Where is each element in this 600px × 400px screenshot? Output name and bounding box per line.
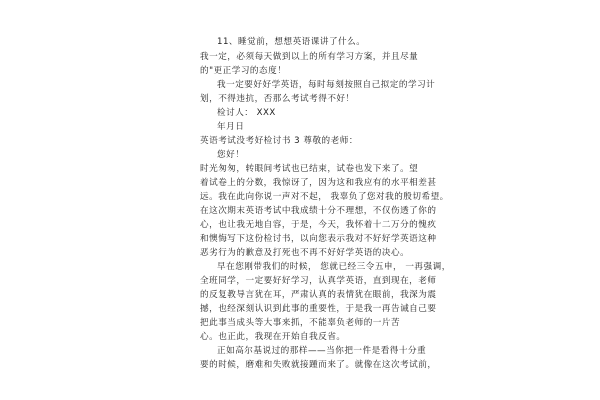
text-line: 要的时候，磨难和失败就接踵而来了。就像在这次考试前， — [200, 360, 437, 370]
text-line: 撼，也经深刻认识到此事的重要性，于是我一再告诫自己要 — [200, 304, 437, 314]
text-line: 划，不得违抗，否那么考试考得不好！ — [200, 94, 355, 104]
signature-line: 检讨人： XXX — [217, 108, 276, 118]
date-line: 年月日 — [217, 122, 245, 132]
text-line: 正如高尔基说过的那样——当你把一件是看得十分重 — [217, 346, 427, 356]
text-line: 11、睡觉前，想想英语课讲了什么。 — [217, 37, 366, 47]
text-line: 心。也正此，我现在开始自我反省。 — [200, 332, 346, 342]
text-line: 全班同学，一定要好好学习，认真学英语，直到现在，老师 — [200, 276, 437, 286]
text-line: 时光匆匆，转眼间考试也已结束，试卷也发下来了。望 — [200, 164, 419, 174]
text-line: 和懊悔写下这份检讨书，以向您表示我对不好好学英语这种 — [200, 234, 437, 244]
text-line: 心，也让我无地自容，于是，今天，我怀着十二万分的愧疚 — [200, 220, 437, 230]
section-heading: 英语考试没考好检讨书 3 尊敬的老师： — [200, 136, 358, 146]
text-line: 着试卷上的分数，我惊讶了，因为这和我应有的水平相差甚 — [200, 178, 437, 188]
text-line: 的反复教导言犹在耳，严肃认真的表情犹在眼前，我深为震 — [200, 290, 437, 300]
text-line: 我一定，必须每天做到以上的所有学习方案，并且尽量 — [200, 52, 419, 62]
text-line: 早在您刚带我们的时候， 您就已经三令五申， 一再强调， — [217, 262, 451, 272]
text-line: 恶劣行为的歉意及打死也不再不好好学英语的决心。 — [200, 248, 410, 258]
greeting-line: 您好！ — [217, 150, 245, 160]
text-line: 的"更正学习的态度！ — [200, 66, 287, 76]
text-line: 在这次期末英语考试中我成绩十分不理想，不仅伤透了你的 — [200, 206, 437, 216]
text-line: 我一定要好好学英语，每时每刻按照自己拟定的学习计 — [217, 80, 436, 90]
text-line: 远。我在此向你说一声对不起， 我辜负了您对我的殷切希望。 — [200, 192, 449, 202]
text-line: 把此事当成头等大事来抓，不能辜负老师的一片苦 — [200, 318, 401, 328]
